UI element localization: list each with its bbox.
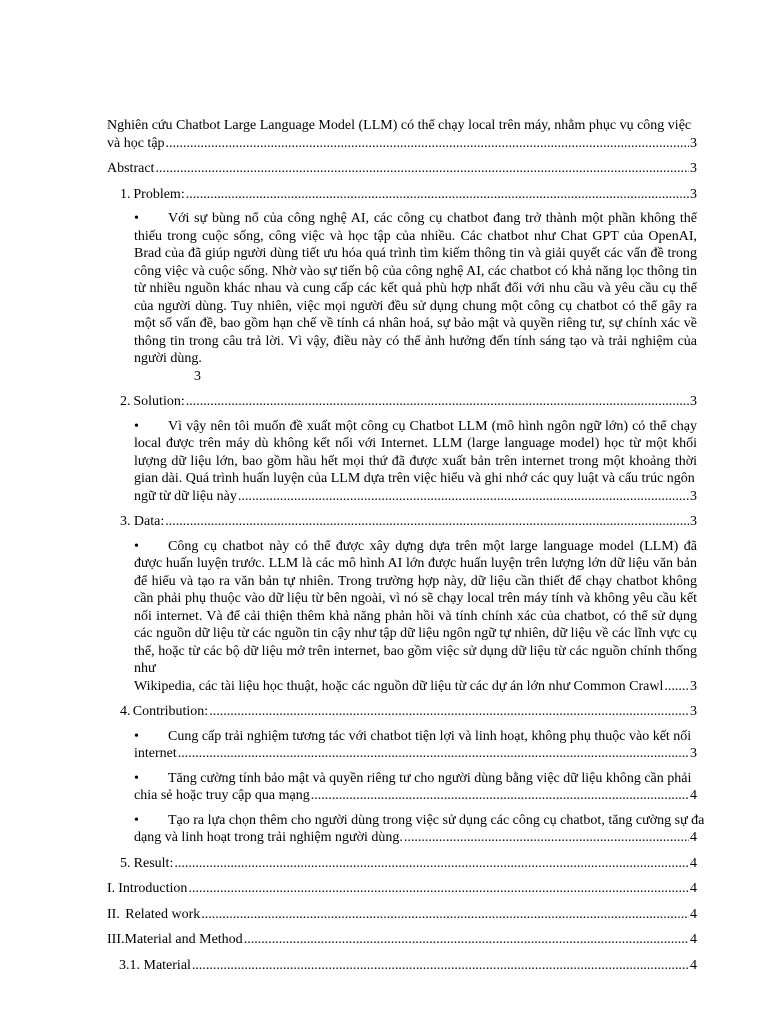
bullet-text: Với sự bùng nổ của công nghệ AI, các công cụ chatbot đang trở thành một phần không thể thiếu trong cuộc sống, công việc và học tập của nhiều. Các chatbot như Chat GPT của OpenAI, Brad của đã giúp người dùng tiết ưu hóa quá trình tìm kiếm thông tin và giải quyết các vấn đề trong công việc và cuộc sống. Nhờ vào sự tiến bộ của công nghệ AI, các chatbot có khả năng lọc thông tin từ nhiều nguồn khác nhau và cung cấp các kết quả phù hợp nhất đối với nhu cầu và yêu cầu cụ thể của người dùng. Tuy nhiên, việc mọi người đều sử dụng chung một công cụ chatbot có thể gây ra một số vấn đề, bao gồm hạn chế về tính cá nhân hoá, sự bảo mật và quyền riêng tư, sự chính xác về thông tin trong câu trả lời. Vì vậy, điều này có thể ảnh hưởng đến tính sáng tạo và trải nghiệm của người dùng.: [134, 211, 697, 366]
page-number: 4: [690, 881, 697, 896]
page-number: 3: [690, 678, 697, 694]
item-number: III.: [107, 932, 125, 947]
bullet-icon: •: [134, 728, 139, 744]
toc-material-label: 3.1. Material: [119, 957, 191, 973]
bullet-text: Tạo ra lựa chọn thêm cho người dùng trong việc sử dụng các công cụ chatbot, tăng cường sự đa: [168, 812, 705, 828]
toc-title-line1: Nghiên cứu Chatbot Large Language Model (LLM) có thể chạy local trên máy, nhằm phục vụ công việc: [107, 118, 692, 133]
bullet-icon: •: [134, 211, 139, 226]
dot-leader: [186, 393, 689, 411]
toc-entry-introduction[interactable]: [107, 880, 697, 898]
toc-bullet-contribution-3[interactable]: [134, 812, 705, 847]
dot-leader: [209, 703, 689, 721]
item-number: I.: [107, 881, 116, 896]
toc-entry-material-method[interactable]: [107, 931, 697, 949]
bullet-icon: •: [134, 812, 139, 828]
toc-entry-problem[interactable]: [120, 186, 697, 204]
bullet-text: Công cụ chatbot này có thể được xây dựng dựa trên một large language model (LLM) đã được huấn luyện trước. LLM là các mô hình AI lớn được huấn luyện trên lượng lớn dữ liệu văn bản để hiểu và tạo ra văn bản tự nhiên. Trong trường hợp này, dữ liệu cần thiết để chạy chatbot không cần phải phụ thuộc vào dữ liệu từ bên ngoài, vì nó sẽ chạy local trên máy tính và không yêu cầu kết nối internet. Và để cải thiện thêm khả năng phản hồi và tính chính xác của chatbot, có thể sử dụng các nguồn dữ liệu từ các nguồn tin cậy như tập dữ liệu ngôn ngữ tự nhiên, dữ liệu về các lĩnh vực cụ thể, hoặc từ các bộ dữ liệu mở trên internet, bao gồm việc sử dụng dữ liệu từ các nguồn chính thống như: [134, 538, 697, 676]
dot-leader: [174, 855, 689, 873]
dot-leader: [165, 513, 689, 531]
bullet-text-last-line: internet: [134, 746, 177, 761]
dot-leader: [186, 186, 689, 204]
bullet-icon: •: [134, 418, 139, 434]
toc-entry-related-work[interactable]: [107, 906, 697, 924]
dot-leader: [155, 160, 689, 178]
toc-bullet-problem[interactable]: [134, 210, 697, 385]
dot-leader: [244, 931, 689, 949]
dot-leader: [664, 678, 689, 696]
item-number: 5.: [120, 855, 131, 871]
page-number: 3: [690, 704, 697, 719]
item-number: 3.: [120, 514, 131, 529]
toc-bullet-contribution-1[interactable]: [134, 728, 697, 763]
toc-entry-result[interactable]: [120, 855, 697, 873]
bullet-text: Vì vậy nên tôi muốn đề xuất một công cụ Chatbot LLM (mô hình ngôn ngữ lớn) có thể chạy local được trên máy dù không kết nối với Internet. LLM (large language model) học từ một khối lượng dữ liệu lớn, bao gồm hầu hết mọi thứ đã được xuất bản trên internet trong một khoảng thời gian dài. Quá trình huấn luyện của LLM dựa trên việc hiểu và ghi nhớ các quy luật và cấu trúc ngôn: [134, 418, 697, 486]
toc-result-label: Result:: [133, 855, 174, 871]
page-number: 4: [690, 788, 697, 803]
bullet-text-last-line: chia sẻ hoặc truy cập qua mạng: [134, 788, 310, 803]
toc-related-work-label: Related work: [125, 906, 201, 922]
page-number: 3: [690, 514, 697, 529]
page-number: 3: [690, 186, 697, 202]
page-number: 3: [690, 161, 697, 176]
page-number: 3: [690, 488, 697, 504]
page-number: 3: [690, 135, 697, 151]
toc-bullet-solution[interactable]: [134, 418, 697, 506]
toc-entry-contribution[interactable]: [120, 703, 697, 721]
toc-contribution-label: Contribution:: [132, 704, 209, 719]
toc-abstract-label: Abstract: [107, 161, 155, 176]
item-number: II.: [107, 906, 120, 922]
toc-bullet-data[interactable]: [134, 538, 697, 696]
item-number: 1.: [120, 186, 131, 202]
toc-solution-label: Solution:: [133, 394, 185, 409]
dot-leader: [192, 957, 689, 975]
bullet-text-last-line: dạng và linh hoạt trong trải nghiệm người dùng.: [134, 830, 403, 845]
bullet-text: Cung cấp trải nghiệm tương tác với chatbot tiện lợi và linh hoạt, không phụ thuộc vào kết nối: [168, 728, 692, 744]
toc-bullet-contribution-2[interactable]: [134, 770, 697, 805]
bullet-icon: •: [134, 538, 139, 554]
toc-data-label: Data:: [133, 514, 165, 529]
bullet-text-last-line: Wikipedia, các tài liệu học thuật, hoặc các nguồn dữ liệu từ các dự án lớn như Common Crawl: [134, 678, 664, 694]
page-number: 4: [690, 855, 697, 871]
table-of-contents: [107, 117, 705, 974]
toc-material-method-label: Material and Method: [124, 932, 243, 947]
bullet-icon: •: [134, 770, 139, 786]
dot-leader: [178, 745, 689, 763]
toc-entry-data[interactable]: [120, 513, 697, 531]
toc-entry-abstract[interactable]: [107, 160, 697, 178]
page-number: 3: [690, 394, 697, 409]
page-number: 3: [690, 746, 697, 761]
item-number: 4.: [120, 704, 131, 719]
dot-leader: [311, 787, 689, 805]
toc-title-line2: và học tập: [107, 135, 165, 151]
bullet-text: Tăng cường tính bảo mật và quyền riêng tư cho người dùng bằng việc dữ liệu không cần phải: [168, 770, 692, 786]
toc-introduction-label: Introduction: [118, 881, 188, 896]
page-number: 4: [690, 932, 697, 947]
page-number: 4: [690, 906, 697, 922]
page-number: 3: [194, 368, 201, 384]
toc-problem-label: Problem:: [133, 186, 185, 202]
toc-entry-title[interactable]: [107, 117, 697, 152]
dot-leader: [166, 135, 689, 153]
toc-entry-material[interactable]: [119, 957, 697, 975]
item-number: 2.: [120, 394, 131, 409]
toc-entry-solution[interactable]: [120, 393, 697, 411]
dot-leader: [404, 829, 689, 847]
dot-leader: [188, 880, 689, 898]
page-number: 4: [690, 830, 697, 845]
page-number: 4: [690, 957, 697, 973]
dot-leader: [201, 906, 689, 924]
bullet-text-last-line: ngữ từ dữ liệu này: [134, 488, 237, 504]
dot-leader: [238, 488, 689, 506]
